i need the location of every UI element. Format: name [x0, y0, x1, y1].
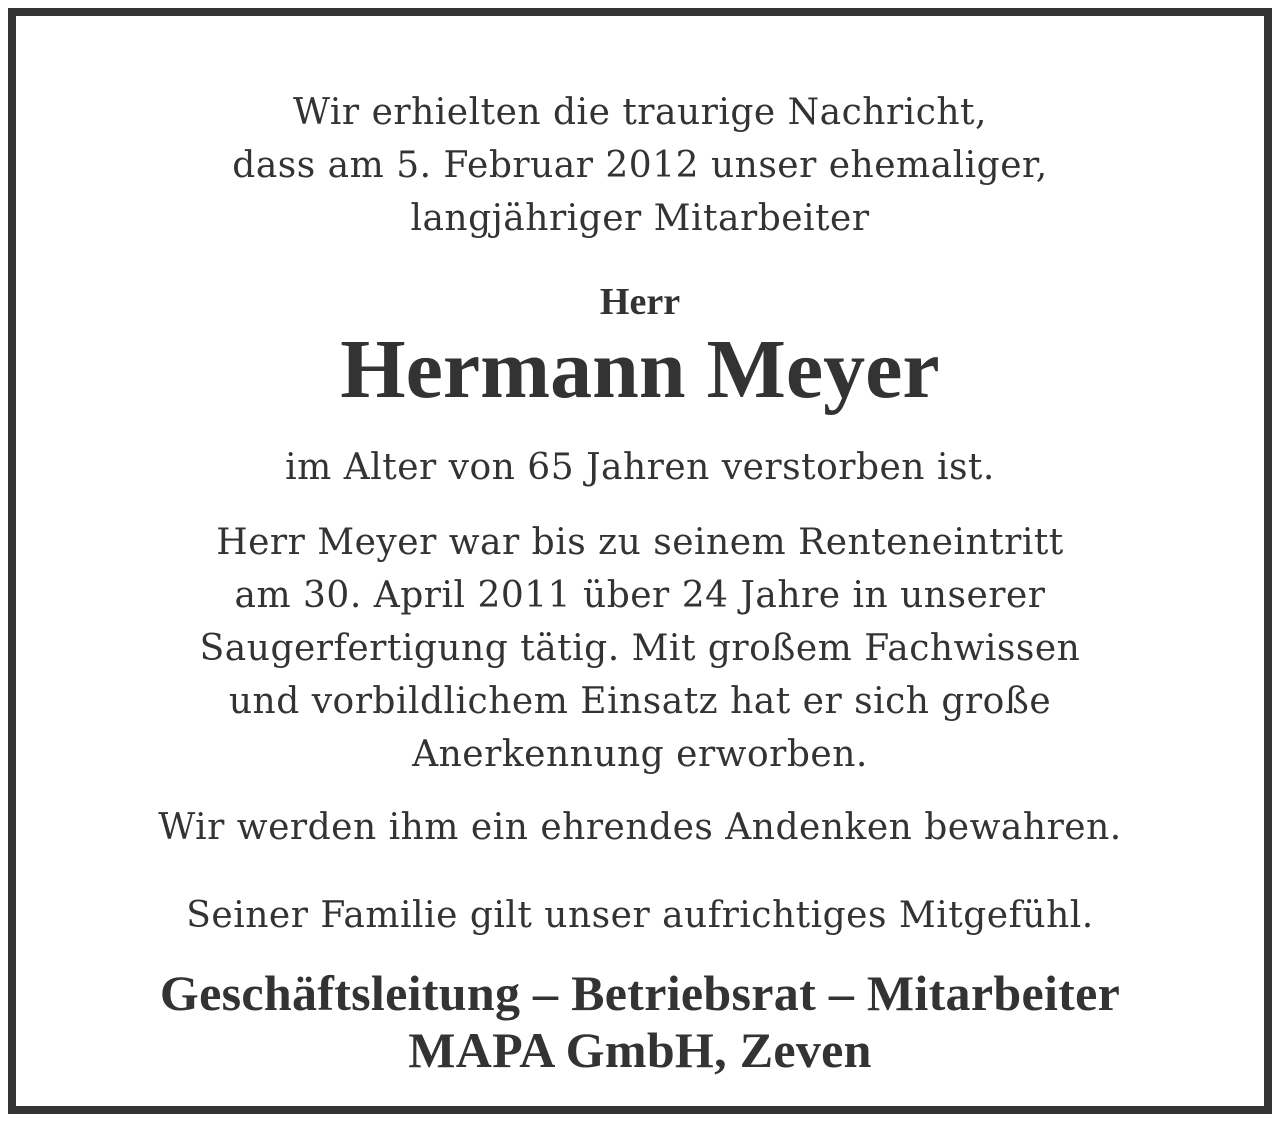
- intro-line: Wir erhielten die traurige Nachricht,: [293, 92, 987, 133]
- career-line: am 30. April 2011 über 24 Jahre in unserer: [234, 575, 1046, 616]
- intro-line: langjähriger Mitarbeiter: [410, 198, 870, 239]
- intro-paragraph: [16, 86, 1264, 245]
- intro-line: dass am 5. Februar 2012 unser ehemaliger,: [232, 145, 1048, 186]
- age-line: im Alter von 65 Jahren verstorben ist.: [285, 447, 995, 488]
- career-line: Saugerfertigung tätig. Mit großem Fachwissen: [199, 628, 1081, 669]
- career-line: Herr Meyer war bis zu seinem Renteneintritt: [216, 522, 1064, 563]
- signature-company: MAPA GmbH, Zeven: [408, 1022, 872, 1078]
- deceased-name: Hermann Meyer: [340, 323, 940, 416]
- obituary-notice: [8, 8, 1272, 1114]
- career-paragraph: [16, 516, 1264, 781]
- sympathy-line: Seiner Familie gilt unser aufrichtiges Mitgefühl.: [186, 895, 1094, 936]
- signature-departments: Geschäftsleitung – Betriebsrat – Mitarbeiter: [159, 965, 1121, 1021]
- salutation: Herr: [599, 281, 681, 323]
- memory-line: Wir werden ihm ein ehrendes Andenken bewahren.: [158, 807, 1122, 848]
- career-line: Anerkennung erworben.: [412, 734, 868, 775]
- career-line: und vorbildlichem Einsatz hat er sich große: [228, 681, 1052, 722]
